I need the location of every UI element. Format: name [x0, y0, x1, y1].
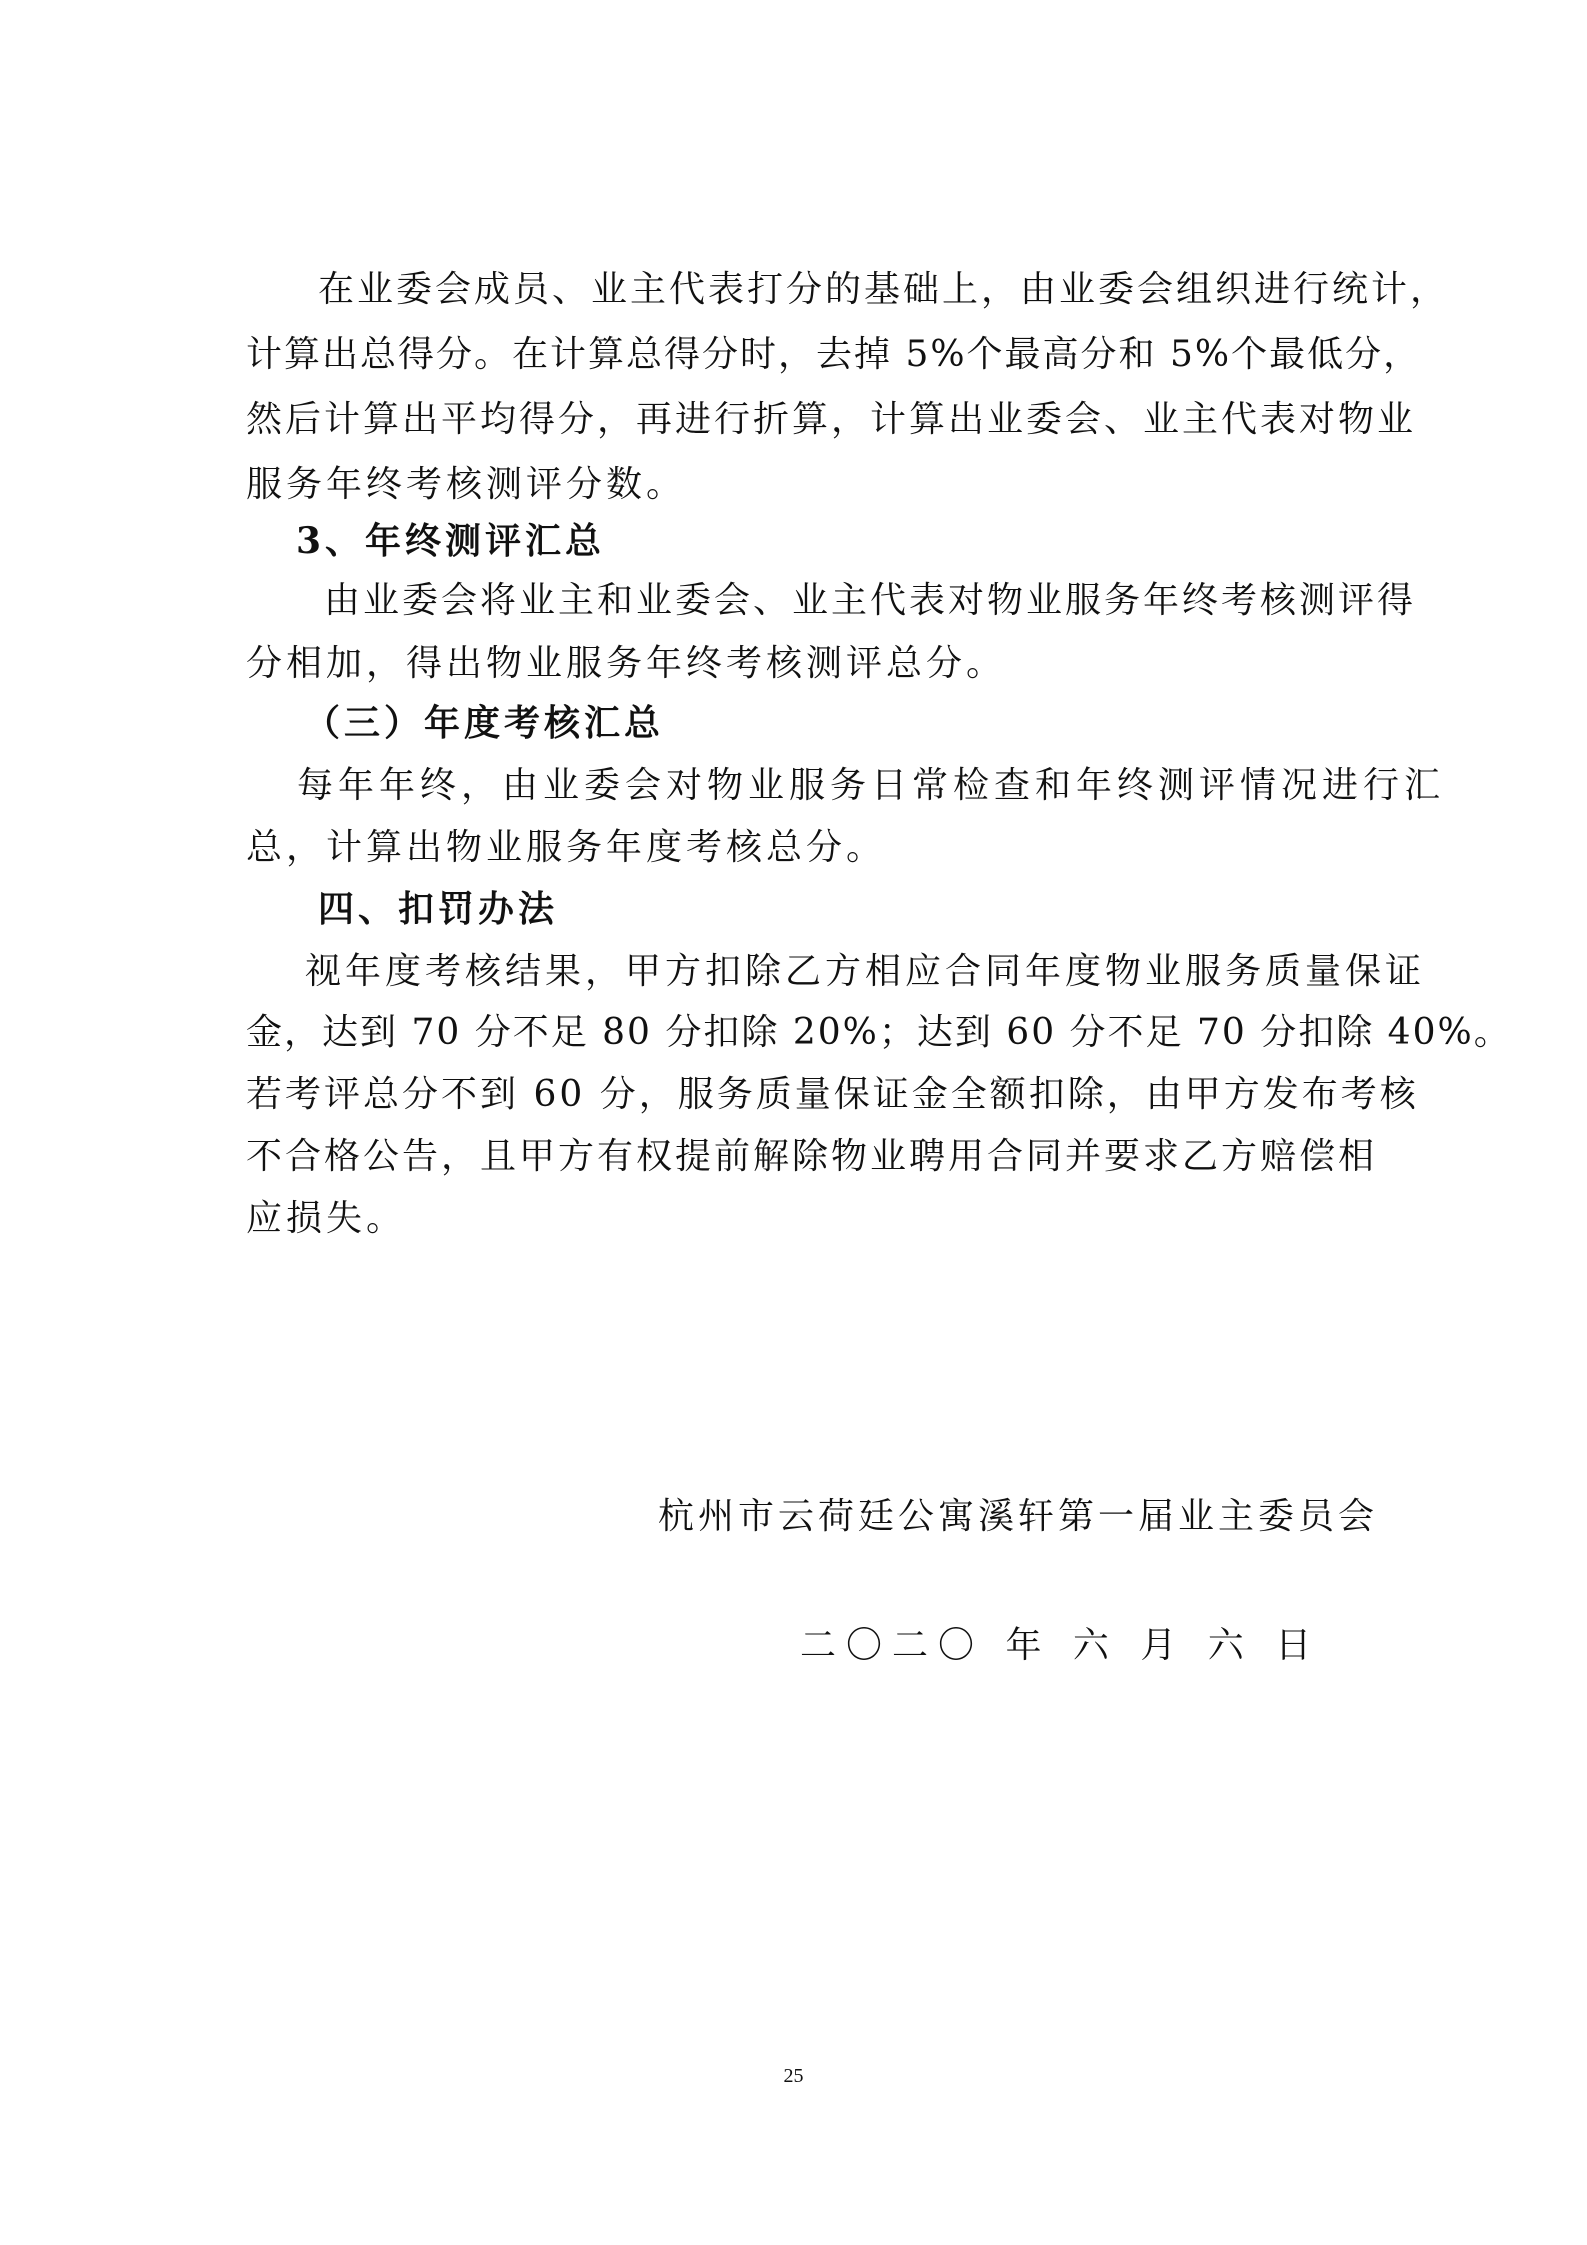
subsection-heading: 3、年终测评汇总: [296, 520, 606, 562]
page-number: 25: [783, 2065, 804, 2087]
section-heading: （三）年度考核汇总: [304, 702, 665, 744]
paragraph-line: 计算出总得分。在计算总得分时，去掉 5%个最高分和 5%个最低分，: [246, 334, 1422, 375]
paragraph-line: 不合格公告，且甲方有权提前解除物业聘用合同并要求乙方赔偿相: [246, 1136, 1378, 1177]
paragraph-line: 若考评总分不到 60 分，服务质量保证金全额扣除，由甲方发布考核: [246, 1074, 1419, 1115]
section-heading: 四、扣罚办法: [318, 888, 559, 930]
signature-date: 二〇二〇 年 六 月 六 日: [800, 1625, 1322, 1666]
paragraph-line: 服务年终考核测评分数。: [246, 464, 687, 505]
paragraph-line: 应损失。: [246, 1198, 407, 1239]
paragraph-line: 视年度考核结果，甲方扣除乙方相应合同年度物业服务质量保证: [305, 951, 1426, 992]
paragraph-line: 金，达到 70 分不足 80 分扣除 20%；达到 60 分不足 70 分扣除 40%。: [246, 1012, 1512, 1053]
paragraph-line: 然后计算出平均得分，再进行折算，计算出业委会、业主代表对物业: [246, 399, 1417, 440]
signature-organization: 杭州市云荷廷公寓溪轩第一届业主委员会: [658, 1496, 1379, 1537]
paragraph-line: 在业委会成员、业主代表打分的基础上，由业委会组织进行统计，: [318, 269, 1450, 310]
paragraph-line: 每年年终，由业委会对物业服务日常检查和年终测评情况进行汇: [297, 765, 1446, 806]
paragraph-line: 分相加，得出物业服务年终考核测评总分。: [246, 643, 1007, 684]
paragraph-line: 总，计算出物业服务年度考核总分。: [246, 827, 887, 868]
paragraph-line: 由业委会将业主和业委会、业主代表对物业服务年终考核测评得: [324, 580, 1417, 621]
